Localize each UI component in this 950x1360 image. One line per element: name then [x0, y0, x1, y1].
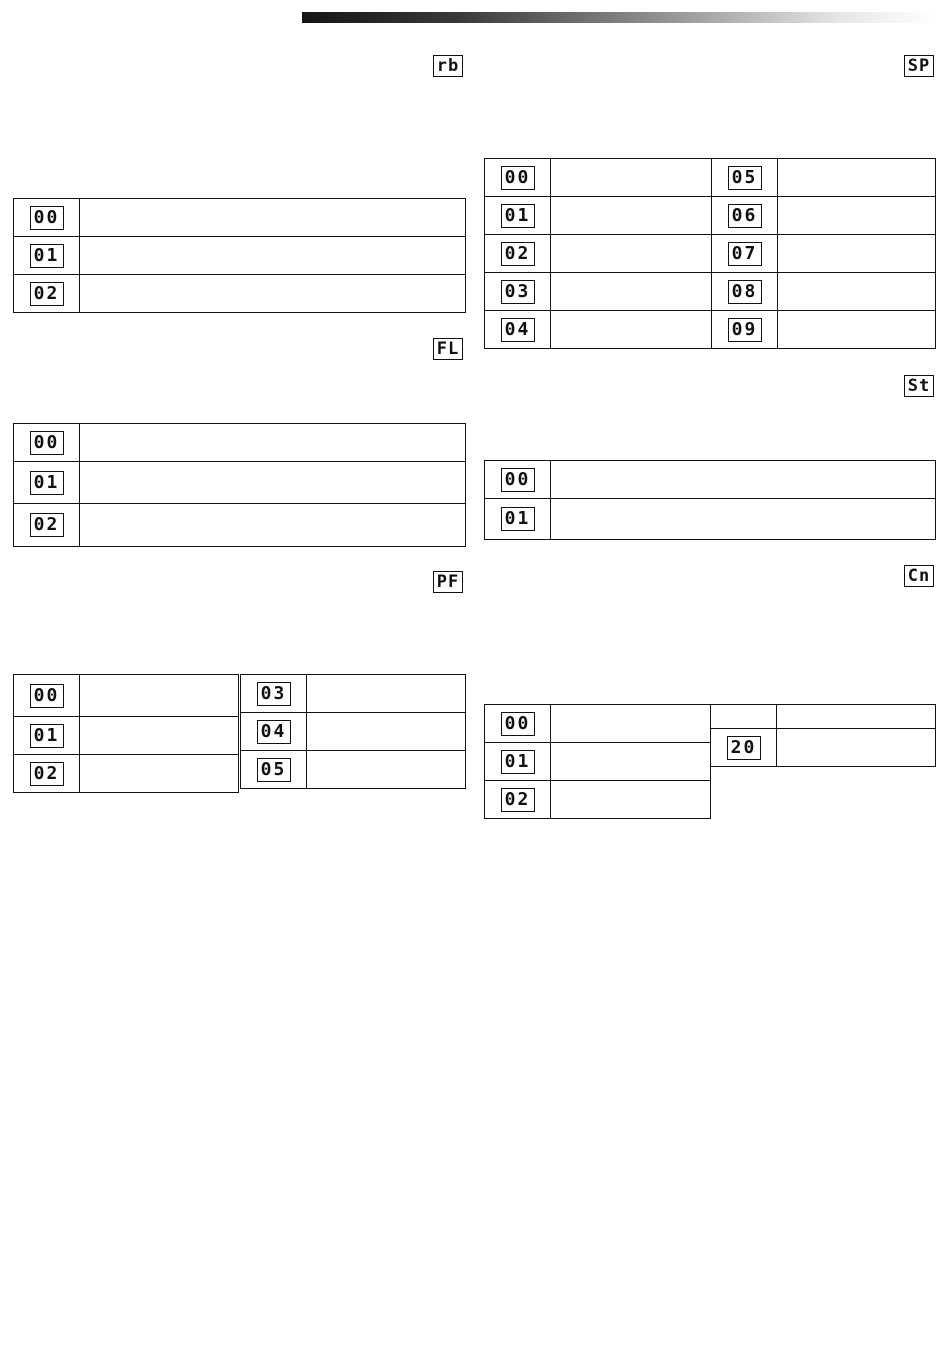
options-table-fl	[13, 423, 466, 547]
table-row	[14, 462, 466, 504]
code-box: 01	[30, 471, 64, 495]
code-box: 04	[257, 720, 291, 744]
code-box: 00	[501, 712, 535, 736]
code-box: 01	[30, 244, 64, 268]
options-table-pf-right	[240, 674, 466, 789]
description-cell	[777, 705, 936, 729]
description-cell	[551, 311, 712, 349]
code-box: 05	[257, 758, 291, 782]
description-cell	[80, 275, 466, 313]
table-row	[485, 311, 936, 349]
table-row	[14, 199, 466, 237]
table-row	[485, 159, 936, 197]
table-row	[485, 461, 936, 499]
table-row	[14, 275, 466, 313]
code-box: 03	[501, 280, 535, 304]
code-box: 00	[30, 431, 64, 455]
description-cell	[307, 751, 466, 789]
header-gradient-bar	[302, 12, 934, 23]
description-cell	[80, 199, 466, 237]
description-cell	[307, 675, 466, 713]
table-row	[241, 675, 466, 713]
description-cell	[80, 717, 239, 755]
description-cell	[778, 235, 936, 273]
table-row	[485, 197, 936, 235]
description-cell	[551, 705, 711, 743]
code-box: 04	[501, 318, 535, 342]
section-header-rb: rb	[433, 55, 463, 77]
section-header-st: St	[904, 375, 934, 397]
table-row	[485, 273, 936, 311]
table-row	[485, 781, 711, 819]
table-row	[485, 743, 711, 781]
description-cell	[778, 159, 936, 197]
description-cell	[80, 237, 466, 275]
description-cell	[551, 781, 711, 819]
code-box: 05	[728, 166, 762, 190]
description-cell	[551, 159, 712, 197]
section-header-sp: SP	[904, 55, 934, 77]
description-cell	[80, 755, 239, 793]
code-box: 08	[728, 280, 762, 304]
description-cell	[551, 499, 936, 540]
table-row	[14, 237, 466, 275]
section-header-fl: FL	[433, 338, 463, 360]
table-row	[485, 235, 936, 273]
description-cell	[551, 743, 711, 781]
description-cell	[778, 273, 936, 311]
code-box: 09	[728, 318, 762, 342]
description-cell	[80, 504, 466, 547]
table-row	[485, 705, 711, 743]
table-row	[241, 751, 466, 789]
description-cell	[80, 424, 466, 462]
options-table-rb	[13, 198, 466, 313]
table-row	[14, 424, 466, 462]
table-row	[241, 713, 466, 751]
table-row	[711, 705, 936, 729]
table-row	[14, 504, 466, 547]
code-box: 02	[30, 282, 64, 306]
section-header-pf: PF	[433, 571, 463, 593]
description-cell	[551, 461, 936, 499]
description-cell	[778, 197, 936, 235]
code-box: 02	[501, 788, 535, 812]
description-cell	[551, 273, 712, 311]
code-box: 00	[30, 206, 64, 230]
description-cell	[778, 311, 936, 349]
code-box: 00	[501, 166, 535, 190]
empty-cell	[711, 705, 777, 729]
options-table-sp	[484, 158, 936, 349]
table-row	[14, 675, 239, 717]
code-box: 03	[257, 682, 291, 706]
code-box: 02	[30, 762, 64, 786]
options-table-cn-right	[710, 704, 936, 767]
code-box: 01	[501, 750, 535, 774]
code-box: 01	[501, 204, 535, 228]
code-box: 00	[30, 684, 64, 708]
code-box: 20	[727, 736, 761, 760]
description-cell	[80, 462, 466, 504]
code-box: 01	[501, 507, 535, 531]
description-cell	[777, 729, 936, 767]
description-cell	[551, 235, 712, 273]
code-box: 02	[501, 242, 535, 266]
table-row	[14, 717, 239, 755]
code-box: 02	[30, 513, 64, 537]
description-cell	[80, 675, 239, 717]
code-box: 00	[501, 468, 535, 492]
table-row	[485, 499, 936, 540]
table-row	[14, 755, 239, 793]
code-box: 07	[728, 242, 762, 266]
code-box: 01	[30, 724, 64, 748]
options-table-pf-left	[13, 674, 239, 793]
code-box: 06	[728, 204, 762, 228]
section-header-cn: Cn	[904, 565, 934, 587]
description-cell	[307, 713, 466, 751]
table-row	[711, 729, 936, 767]
options-table-cn-left	[484, 704, 711, 819]
options-table-st	[484, 460, 936, 540]
description-cell	[551, 197, 712, 235]
